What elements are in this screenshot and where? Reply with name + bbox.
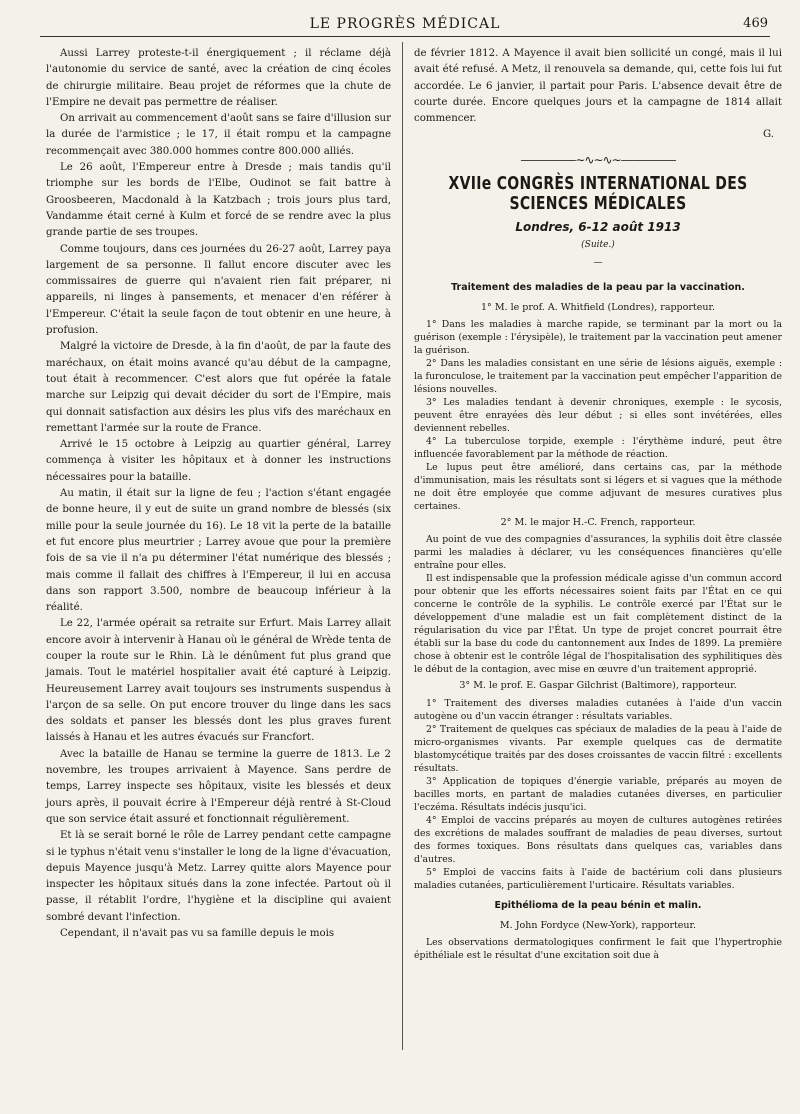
report-body [414,697,782,892]
section-title: Traitement des maladies de la peau par la vaccination. [451,281,745,293]
paragraph: Arrivé le 15 octobre à Leipzig au quartier général, Larrey commença à visiter les hôpitaux et à donner les instructions nécessaires pour la bataille. [46,439,391,483]
left-column [46,46,391,942]
paragraph: 1° Dans les maladies à marche rapide, se terminant par la mort ou la guérison (exemple : l'érysipèle), le traitement par la vaccination peut amener la guérison. [414,319,782,357]
column-divider [402,42,403,1050]
paragraph: 3° Application de topiques d'énergie variable, préparés au moyen de bacilles morts, en partant de maladies cutanées diverses, en particulier l'eczéma. Résultats indécis jusqu'ici. [414,775,782,813]
paragraph: Avec la bataille de Hanau se termine la guerre de 1813. Le 2 novembre, les troupes arrivaient à Mayence. Sans perdre de temps, Larrey inspecte ses hôpitaux, visite les blessés et deux jours après, il pouvait écrire à l'Empereur déjà rentré à St-Cloud que son service était assuré et fonctionnait régulièrement. [46,748,391,825]
paragraph: Malgré la victoire de Dresde, à la fin d'août, de par la faute des maréchaux, on était moins avancé qu'au début de la campagne, tout était à recommencer. C'est alors que fut opérée la fatale marche sur Leipzig qui devait décider du sort de l'Empire, mais qui donnait satisfaction aux désirs les plus vifs des maréchaux en remettant l'armée sur la route de France. [46,341,391,434]
paragraph: Les observations dermatologiques confirment le fait que l'hypertrophie épithéliale est le résultat d'une excitation soit due à [414,937,782,962]
rapporteur-line: 2° M. le major H.-C. French, rapporteur. [500,517,696,529]
paragraph: de février 1812. A Mayence il avait bien sollicité un congé, mais il lui avait été refusé. A Metz, il renouvela sa demande, qui, cette fois lui fut accordée. Le 6 janvier, il partait pour Paris. L'absence devait être de courte durée. Encore quelques jours et la campagne de 1814 allait commencer. [414,48,782,125]
congress-place-date: Londres, 6-12 août 1913 [515,219,681,234]
paragraph: 3° Les maladies tendant à devenir chroniques, exemple : le sycosis, peuvent être enrayées dès leur début ; si elles sont invétérées, elles deviennent rebelles. [414,397,782,435]
congress-title: XVIIe CONGRÈS INTERNATIONAL DES SCIENCES MÉDICALES [448,174,748,215]
paragraph: 2° Traitement de quelques cas spéciaux de maladies de la peau à l'aide de micro-organismes vivants. Par exemple quelques cas de dermatite blastomycétique traités par des doses croissantes de vaccin filtré : excellents résultats. [414,723,782,774]
paragraph: Comme toujours, dans ces journées du 26-27 août, Larrey paya largement de sa personne. Il fallut encore discuter avec les commissaires de guerre qui n'avaient rien fait préparer, ni appareils, ni linges à pansements, et menacer d'en référer à l'Empereur. C'était la seule façon de tout obtenir en une heure, à profusion. [46,243,391,337]
page-number: 469 [743,16,768,31]
paragraph: On arrivait au commencement d'août sans se faire d'illusion sur la durée de l'armistice ; le 17, il était rompu et la campagne recommençait avec 380.000 hommes contre 800.000 alliés. [46,113,391,157]
paragraph: Au matin, il était sur la ligne de feu ; l'action s'étant engagée de bonne heure, il y eut de suite un grand nombre de blessés (six mille pour la seule journée du 16). Le 18 vit la perte de la bataille et fut encore plus meurtrier ; Larrey avoue que pour la première fois de sa vie il n'a pu déterminer l'état numérique des blessés ; mais comme il fallait des chiffres à l'Empereur, il lui en accusa dans son rapport 3.500, nombre de beaucoup inférieur à la réalité. [46,488,391,614]
paragraph: Il est indispensable que la profession médicale agisse d'un commun accord pour obtenir que les efforts nécessaires soient faits par l'État en ce qui concerne le contrôle de la syphilis. Le contrôle exercé par l'État sur le développement d'une maladie est un fait complètement distinct de la régularisation du vice par l'État. Un type de projet concret pourrait être établi sur la base du code du cantonnement aux Indes de 1899. La première chose à obtenir est le contrôle légal de l'hospitalisation des syphilitiques dès le début de la contagion, avec mise en œuvre d'un traitement approprié. [414,573,782,676]
rapporteur-line: 3° M. le prof. E. Gaspar Gilchrist (Baltimore), rapporteur. [459,680,737,692]
report-body [414,936,782,962]
continued-note: (Suite.) [581,239,615,250]
journal-title: LE PROGRÈS MÉDICAL [309,16,501,32]
paragraph: Au point de vue des compagnies d'assurances, la syphilis doit être classée parmi les maladies à déclarer, vu les conséquences financières qu'elle entraîne pour elles. [414,534,782,572]
ornament-divider: —————∼∿∼∿∼————— [520,152,676,167]
paragraph: 5° Emploi de vaccins faits à l'aide de bactérium coli dans plusieurs maladies cutanées, particulièrement l'urticaire. Résultats variables. [414,866,782,891]
paragraph: Le lupus peut être amélioré, dans certains cas, par la méthode d'immunisation, mais les résultats sont si légers et si vagues que la méthode ne doit être employée que comme adjuvant de mesures curatives plus certaines. [414,462,782,513]
paragraph: 4° Emploi de vaccins préparés au moyen de cultures autogènes retirées des excrétions de malades souffrant de maladies de peau diverses, surtout des formes toxiques. Bons résultats dans quelques cas, variables dans d'autres. [414,814,782,865]
dash-separator: — [593,258,603,269]
right-column [414,46,782,962]
rapporteur-line: 1° M. le prof. A. Whitfield (Londres), rapporteur. [481,301,715,313]
paragraph: Et là se serait borné le rôle de Larrey pendant cette campagne si le typhus n'était venu s'installer le long de la ligne d'évacuation, depuis Mayence jusqu'à Metz. Larrey quitte alors Mayence pour inspecter les hôpitaux situés dans la zone infectée. Partout où il passe, il rétablit l'ordre, l'hygiène et la discipline qui avaient sombré devant l'infection. [46,830,391,923]
paragraph: Le 22, l'armée opérait sa retraite sur Erfurt. Mais Larrey allait encore avoir à intervenir à Hanau où le général de Wrède tenta de couper la route sur le Rhin. Là le dénûment fut plus grand que jamais. Tout le matériel hospitalier avait été capturé à Leipzig. Heureusement Larrey avait toujours ses instruments suspendus à l'arçon de sa selle. On put encore trouver du linge dans les sacs des soldats et panser les blessés dont les plus graves furent laissés à Hanau et les autres évacués sur Francfort. [46,618,391,744]
paragraph: 2° Dans les maladies consistant en une série de lésions aiguës, exemple : la furonculose, le traitement par la vaccination peut empêcher l'apparition de lésions nouvelles. [414,358,782,396]
signature-line [414,127,782,143]
section-title: Epithélioma de la peau bénin et malin. [494,899,702,911]
report-body [414,533,782,676]
paragraph: Cependant, il n'avait pas vu sa famille depuis le mois [60,928,335,940]
paragraph: Aussi Larrey proteste-t-il énergiquement ; il réclame déjà l'autonomie du service de santé, avec la création de cinq écoles de chirurgie militaire. Beau projet de réformes que la chute de l'Empire ne devait pas permettre de réaliser. [46,48,391,108]
running-header [40,14,770,37]
paragraph: 1° Traitement des diverses maladies cutanées à l'aide d'un vaccin autogène ou d'un vaccin étranger : résultats variables. [414,697,782,722]
paragraph: 4° La tuberculose torpide, exemple : l'érythème induré, peut être influencée favorablement par la méthode de réaction. [414,436,782,461]
signature: G. [762,129,774,141]
paragraph: Le 26 août, l'Empereur entre à Dresde ; mais tandis qu'il triomphe sur les bords de l'Elbe, Oudinot se fait battre à Groosbeeren, Macdonald à la Katzbach ; trois jours plus tard, Vandamme était cerné à Kulm et forcé de se rendre avec la plus grande partie de ses troupes. [46,162,391,239]
report-body [414,318,782,513]
rapporteur-line: M. John Fordyce (New-York), rapporteur. [499,920,697,932]
